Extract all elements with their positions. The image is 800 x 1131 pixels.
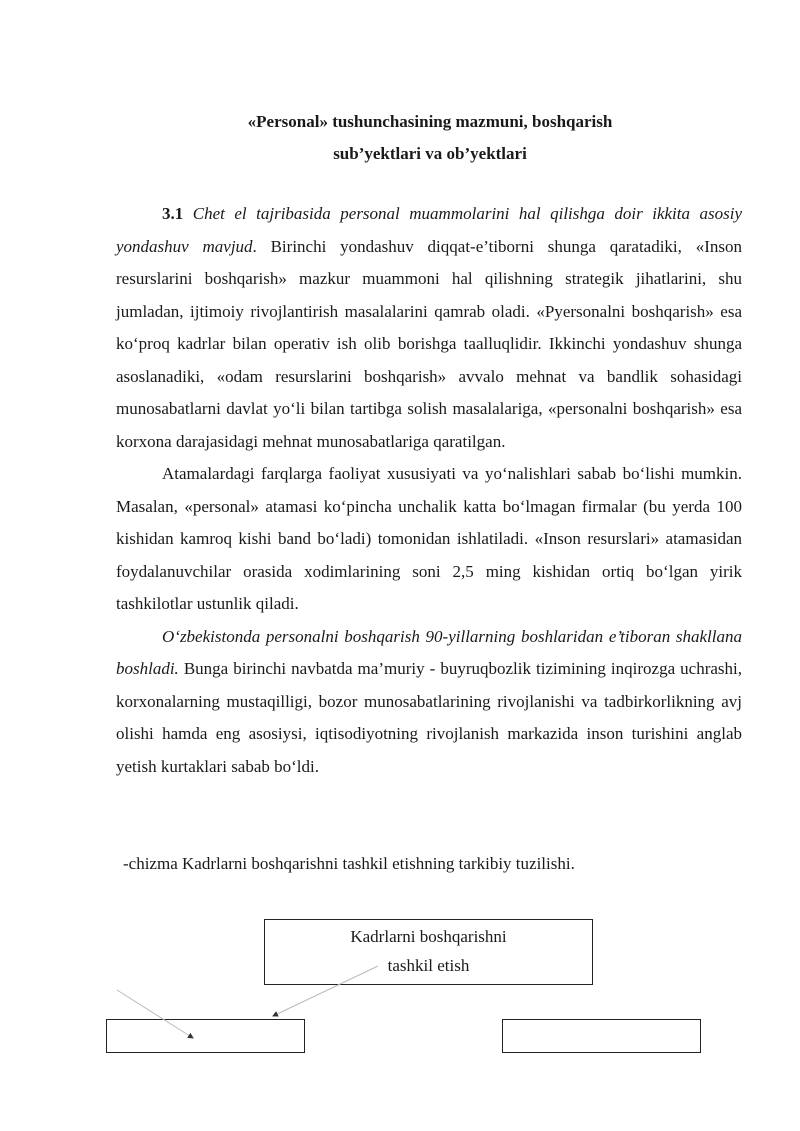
paragraph-1-text: . Birinchi yondashuv diqqat-e’tiborni shunga qaratadiki, «Inson resurslarini boshqarish» mazkur muammoni hal qilishning strategik jihatlarini, shu jumladan, ijtimoiy rivojlantirish masalalarini qamrab oladi. «Pyersonalni boshqarish» esa ko‘proq kadrlar bilan operativ ish olib borishga taalluqlidir. Ikkinchi yondashuv shunga asoslanadiki, «odam resurslarini boshqarish» avvalo mehnat va bandlik sohasidagi munosabatlarni davlat yo‘li bilan tartibga solish masalalariga, «personalni boshqarish» esa korxona darajasidagi mehnat munosabatlariga qaratilgan. [116,236,742,451]
paragraph-1 [116,198,742,458]
document-title-line-1: «Personal» tushunchasining mazmuni, boshqarish [247,112,613,131]
paragraph-1-italic: Chet el tajribasida personal muammolarini hal qilishga doir ikkita asosiy yondashuv mavjud [116,204,743,256]
diagram-left-box [106,1019,305,1053]
paragraph-3-text: Bunga birinchi navbatda ma’muriy - buyruqbozlik tizimining inqirozga uchrashi, korxonalarning mustaqilligi, bozor munosabatlarining rivojlanishi va tadbirkorlikning avj olishi hamda eng asosiysi, iqtisodiyotning rivojlanish markazida inson turishini anglab yetish kurtaklari sabab bo‘ldi. [116,659,742,776]
diagram-right-box [502,1019,701,1053]
diagram-caption: -chizma Kadrlarni boshqarishni tashkil etishning tarkibiy tuzilishi. [123,854,575,873]
diagram-main-box-line-2: tashkil etish [387,956,470,975]
document-title-line-2: sub’yektlari va ob’yektlari [333,144,527,163]
section-number: 3.1 [162,204,184,223]
paragraph-2 [116,458,742,621]
diagram-main-box-line-1: Kadrlarni boshqarishni [350,927,507,946]
diagram-main-box [264,919,593,985]
paragraph-3-italic: O‘zbekistonda personalni boshqarish 90-yillarning boshlaridan e’tiboran shakllana boshladi. [116,626,742,678]
paragraph-3 [116,621,742,784]
document-body [116,198,742,783]
paragraph-2-text: Atamalardagi farqlarga faoliyat xususiyati va yo‘nalishlari sabab bo‘lishi mumkin. Masalan, «personal» atamasi ko‘pincha unchalik katta bo‘lmagan firmalar (bu yerda 100 kishidan kamroq kishi band bo‘ladi) tomonidan ishlatiladi. «Inson resurslari» atamasidan foydalanuvchilar orasida xodimlarining soni 2,5 ming kishidan ortiq bo‘lgan yirik tashkilotlar ustunlik qiladi. [116,464,742,613]
